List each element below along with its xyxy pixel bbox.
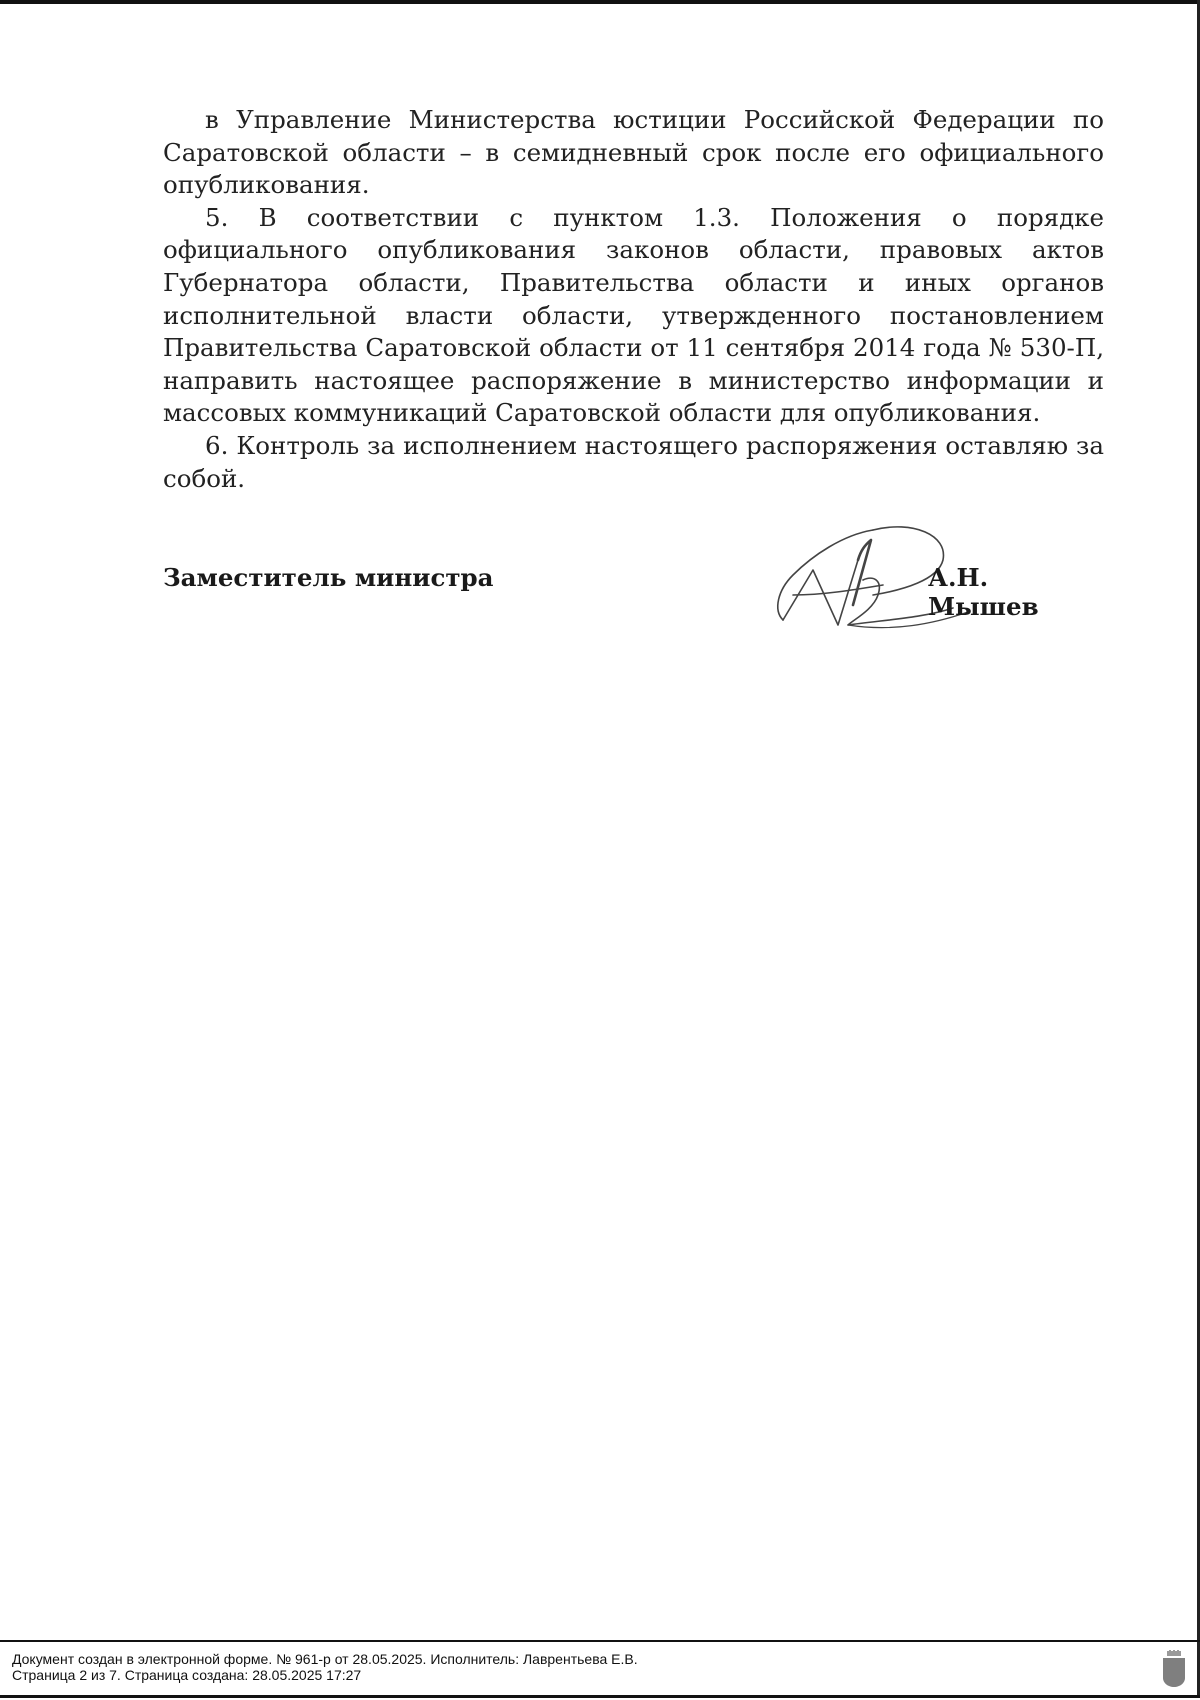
footer-text [12, 1651, 638, 1683]
paragraph-5: 5. В соответствии с пунктом 1.3. Положения о порядке официального опубликования законов области, правовых актов Губернатора области, Правительства области и иных органов исполнительной власти области, утвержденного постановлением Правительства Саратовской области от 11 сентября 2014 года № 530-П, направить настоящее распоряжение в министерство информации и массовых коммуникаций Саратовской области для опубликования. [163, 202, 1104, 428]
document-body [163, 104, 1104, 495]
electronic-document-footer [0, 1640, 1200, 1700]
paragraph-6: 6. Контроль за исполнением настоящего распоряжения оставляю за собой. [163, 430, 1104, 493]
signature-block [163, 520, 1104, 640]
coat-of-arms-icon [1162, 1650, 1186, 1688]
signatory-title: Заместитель министра [163, 563, 494, 592]
page-top-border [0, 0, 1200, 4]
signatory-name: А.Н. Мышев [928, 563, 1039, 621]
footer-page-info: Страница 2 из 7. Страница создана: 28.05.2025 17:27 [12, 1667, 362, 1683]
paragraph-continuation: в Управление Министерства юстиции Российской Федерации по Саратовской области – в семидневный срок после его официального опубликования. [163, 105, 1104, 200]
footer-document-info: Документ создан в электронной форме. № 961-р от 28.05.2025. Исполнитель: Лаврентьева Е.В. [12, 1651, 638, 1667]
